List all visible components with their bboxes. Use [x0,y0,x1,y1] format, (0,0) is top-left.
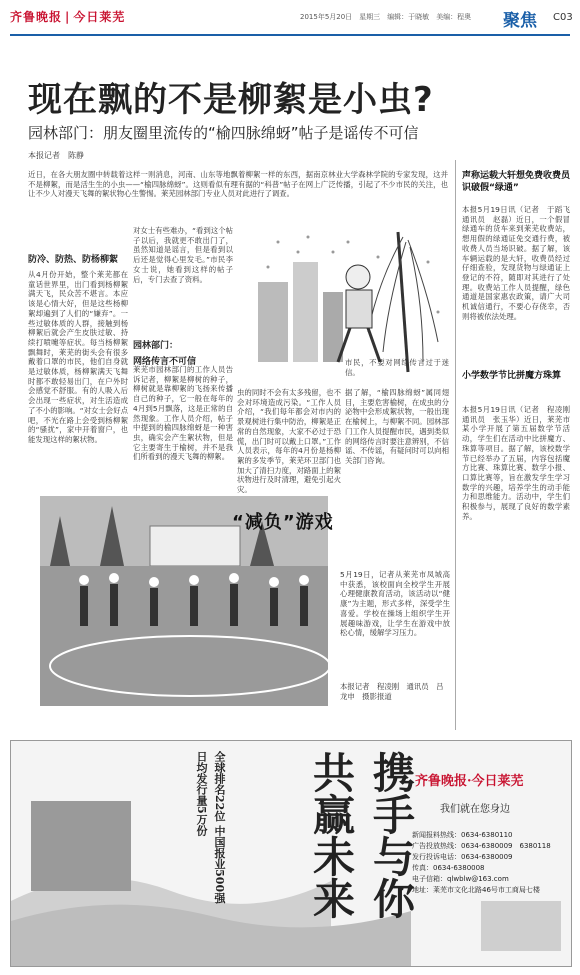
subheadline: 园林部门：朋友圈里流传的“榆四脉绵蚜”帖子是谣传不可信 [28,124,419,142]
article-column: 对女士有些难办，“看到这个帖子以后，我就更不敢出门了，虽然知道是谣言，但是看到以后还是觉得心里发毛。”市民李女士说，她看到这样的帖子后，专门去查了资料。 [133,226,233,284]
page-number: C03 [553,12,573,23]
side-story-title: 声称运载大轩想免费收费员识破假“绿通” [462,171,571,193]
photo-caption: 5月19日，记者从莱芜市凤城高中获悉，该校面向全校学生开展心理健康教育活动，该活动以“健康”为主题，形式多样，深受学生喜爱。学校在操场上组织学生开展趣味游戏，让学生在游戏中放松心情，缓解学习压力。 [340,570,450,638]
article-column: 市民，不要对网络传言过于迷信。 [345,358,449,377]
section-name: 聚焦 [503,11,537,31]
ad-brand: 齐鲁晚报·今日莱芜 [415,774,524,789]
ad-contact: 新闻报料热线：0634-6380110 广告投放热线：0634-6380009 6380118 发行投诉电话：0634-6380009 传真：0634-6380008 电子信箱：qlwblw@163.com 地址：莱芜市文化北路46号市工商局七楼 [412,831,551,894]
article-column: 莱芜市园林部门的工作人员告诉记者，柳絮是柳树的种子，柳树就是靠柳絮的飞扬来传播自己的种子，它一般在每年的4月到5月飘落，这是正常的自然现象。工作人员介绍，帖子中提到的榆四脉绵蚜是一种害虫，确实会产生絮状物，但是它主要寄生于榆树，并不是我们所看到的漫天飞舞的柳絮。 [133,365,233,462]
section-heading: 园林部门： [133,341,179,351]
article-column: 虫的同时不会有太多残留，也不会对环境造成污染。“工作人员介绍，“我们每年都会对市内的景观树进行集中防治，柳絮是正常的自然现象，大家不必过于恐慌，出门时可以戴上口罩。”工作人员表示，每年的4月份是杨柳絮的多发季节，莱芜环卫部门也加大了清扫力度，对路面上的絮状物进行及时清理，避免引起火灾。 [237,388,341,495]
header-rule [10,34,570,36]
masthead: 齐鲁晚报 | 今日莱芜 [10,10,126,24]
article-column: 从4月份开始，整个莱芜都在童话世界里，出门看到杨柳絮满天飞，民众苦不堪言。本应该是心情大好，但是这些杨柳絮却遍到了人们的“嫌弃”。一些过敏体质的人群，接触到杨柳絮后就会产生皮肤过敏、持续打喷嚏等症状。每当杨柳絮飘舞时，莱芜的街头会有很多戴着口罩的市民，他们自身就是过敏体质，杨柳絮满天飞舞时都不敢轻易出门，在户外时会感觉不舒服。有的人吸入后会出现一些症状，对生活造成了不小的影响。“对女士会好点吧，不光在路上会受到杨柳絮的“骚扰”，家中开着窗户，也能发现这样的絮状物。 [28,270,128,444]
photo-byline: 本报记者 程凌刚 通讯员 吕龙申 摄影报道 [340,682,444,701]
page-title: 现在飘的不是柳絮是小虫? [28,80,434,120]
photo-title: “减负”游戏 [232,512,334,533]
byline: 本报记者 陈静 [28,151,84,160]
ad-slogan: 携手与你 共赢未来 [307,751,416,919]
ad-tagline: 我们就在您身边 [440,804,510,815]
section-heading: 防冷、防热、防杨柳絮 [28,255,119,265]
side-story-title: 小学数学节比拼魔方珠算 [462,371,562,381]
ad-rank: 全球排名22位 中国报业500强 [213,751,226,904]
side-story-body: 本报5月19日讯（记者 程凌刚 通讯员 张玉华）近日，莱芜市某小学开展了第五届数学节活动，学生们在活动中比拼魔方、珠算等项目。据了解，该校数学节已经举办了五届，内容包括魔方比赛、珠算比赛、数学小报、口算比赛等，旨在激发学生学习数学的兴趣，培养学生的动手能力和思维能力。活动中，学生们积极参与，展现了良好的数学素养。 [462,405,578,521]
ad-circulation: 日均发行量5万份 [195,751,208,836]
side-story-body: 本报5月19日讯（记者 于蹈飞 通讯员 赵磊）近日，一个假冒绿通车的货车来到莱芜收费站，想用假的绿通证免交通行费，被收费人员当场识破。据了解，该车辆运载的是大轩，收费员经过仔细查验，发现货物与绿通证上登记的不符，随即对其进行了处理。收费站工作人员提醒，绿色通道是国家惠农政策，请广大司机诚信通行，不要心存侥幸，否则将被依法处理。 [462,205,578,321]
issue-meta: 2015年5月20日 星期三 编辑：于晓敏 美编：程奥 [300,13,472,21]
article-column: 据了解，“榆四脉绵蚜”属同翅目，主要危害榆树，在成虫的分泌物中会形成絮状物，一般出现在榆树上，与柳絮不同。园林部门工作人员提醒市民，遇到类似的网络传言时要注意辨别，不信谣、不传谣，有疑问时可以向相关部门咨询。 [345,388,449,465]
column-divider [455,160,456,730]
lead-paragraph: 近日，在各大朋友圈中转载着这样一则消息，河南、山东等地飘着柳絮一样的东西，据南京林业大学森林学院的专家发现，这并不是柳絮，而是活生生的小虫——“榆四脉绵蚜”。这则看似有理有据的“科普”帖子在网上广泛传播，引起了不少市民的关注，也让不少人对漫天飞舞的絮状物心生警惕。莱芜园林部门专业人员对此进行了调查。 [28,170,448,199]
section-heading: 网络传言不可信 [133,357,197,367]
